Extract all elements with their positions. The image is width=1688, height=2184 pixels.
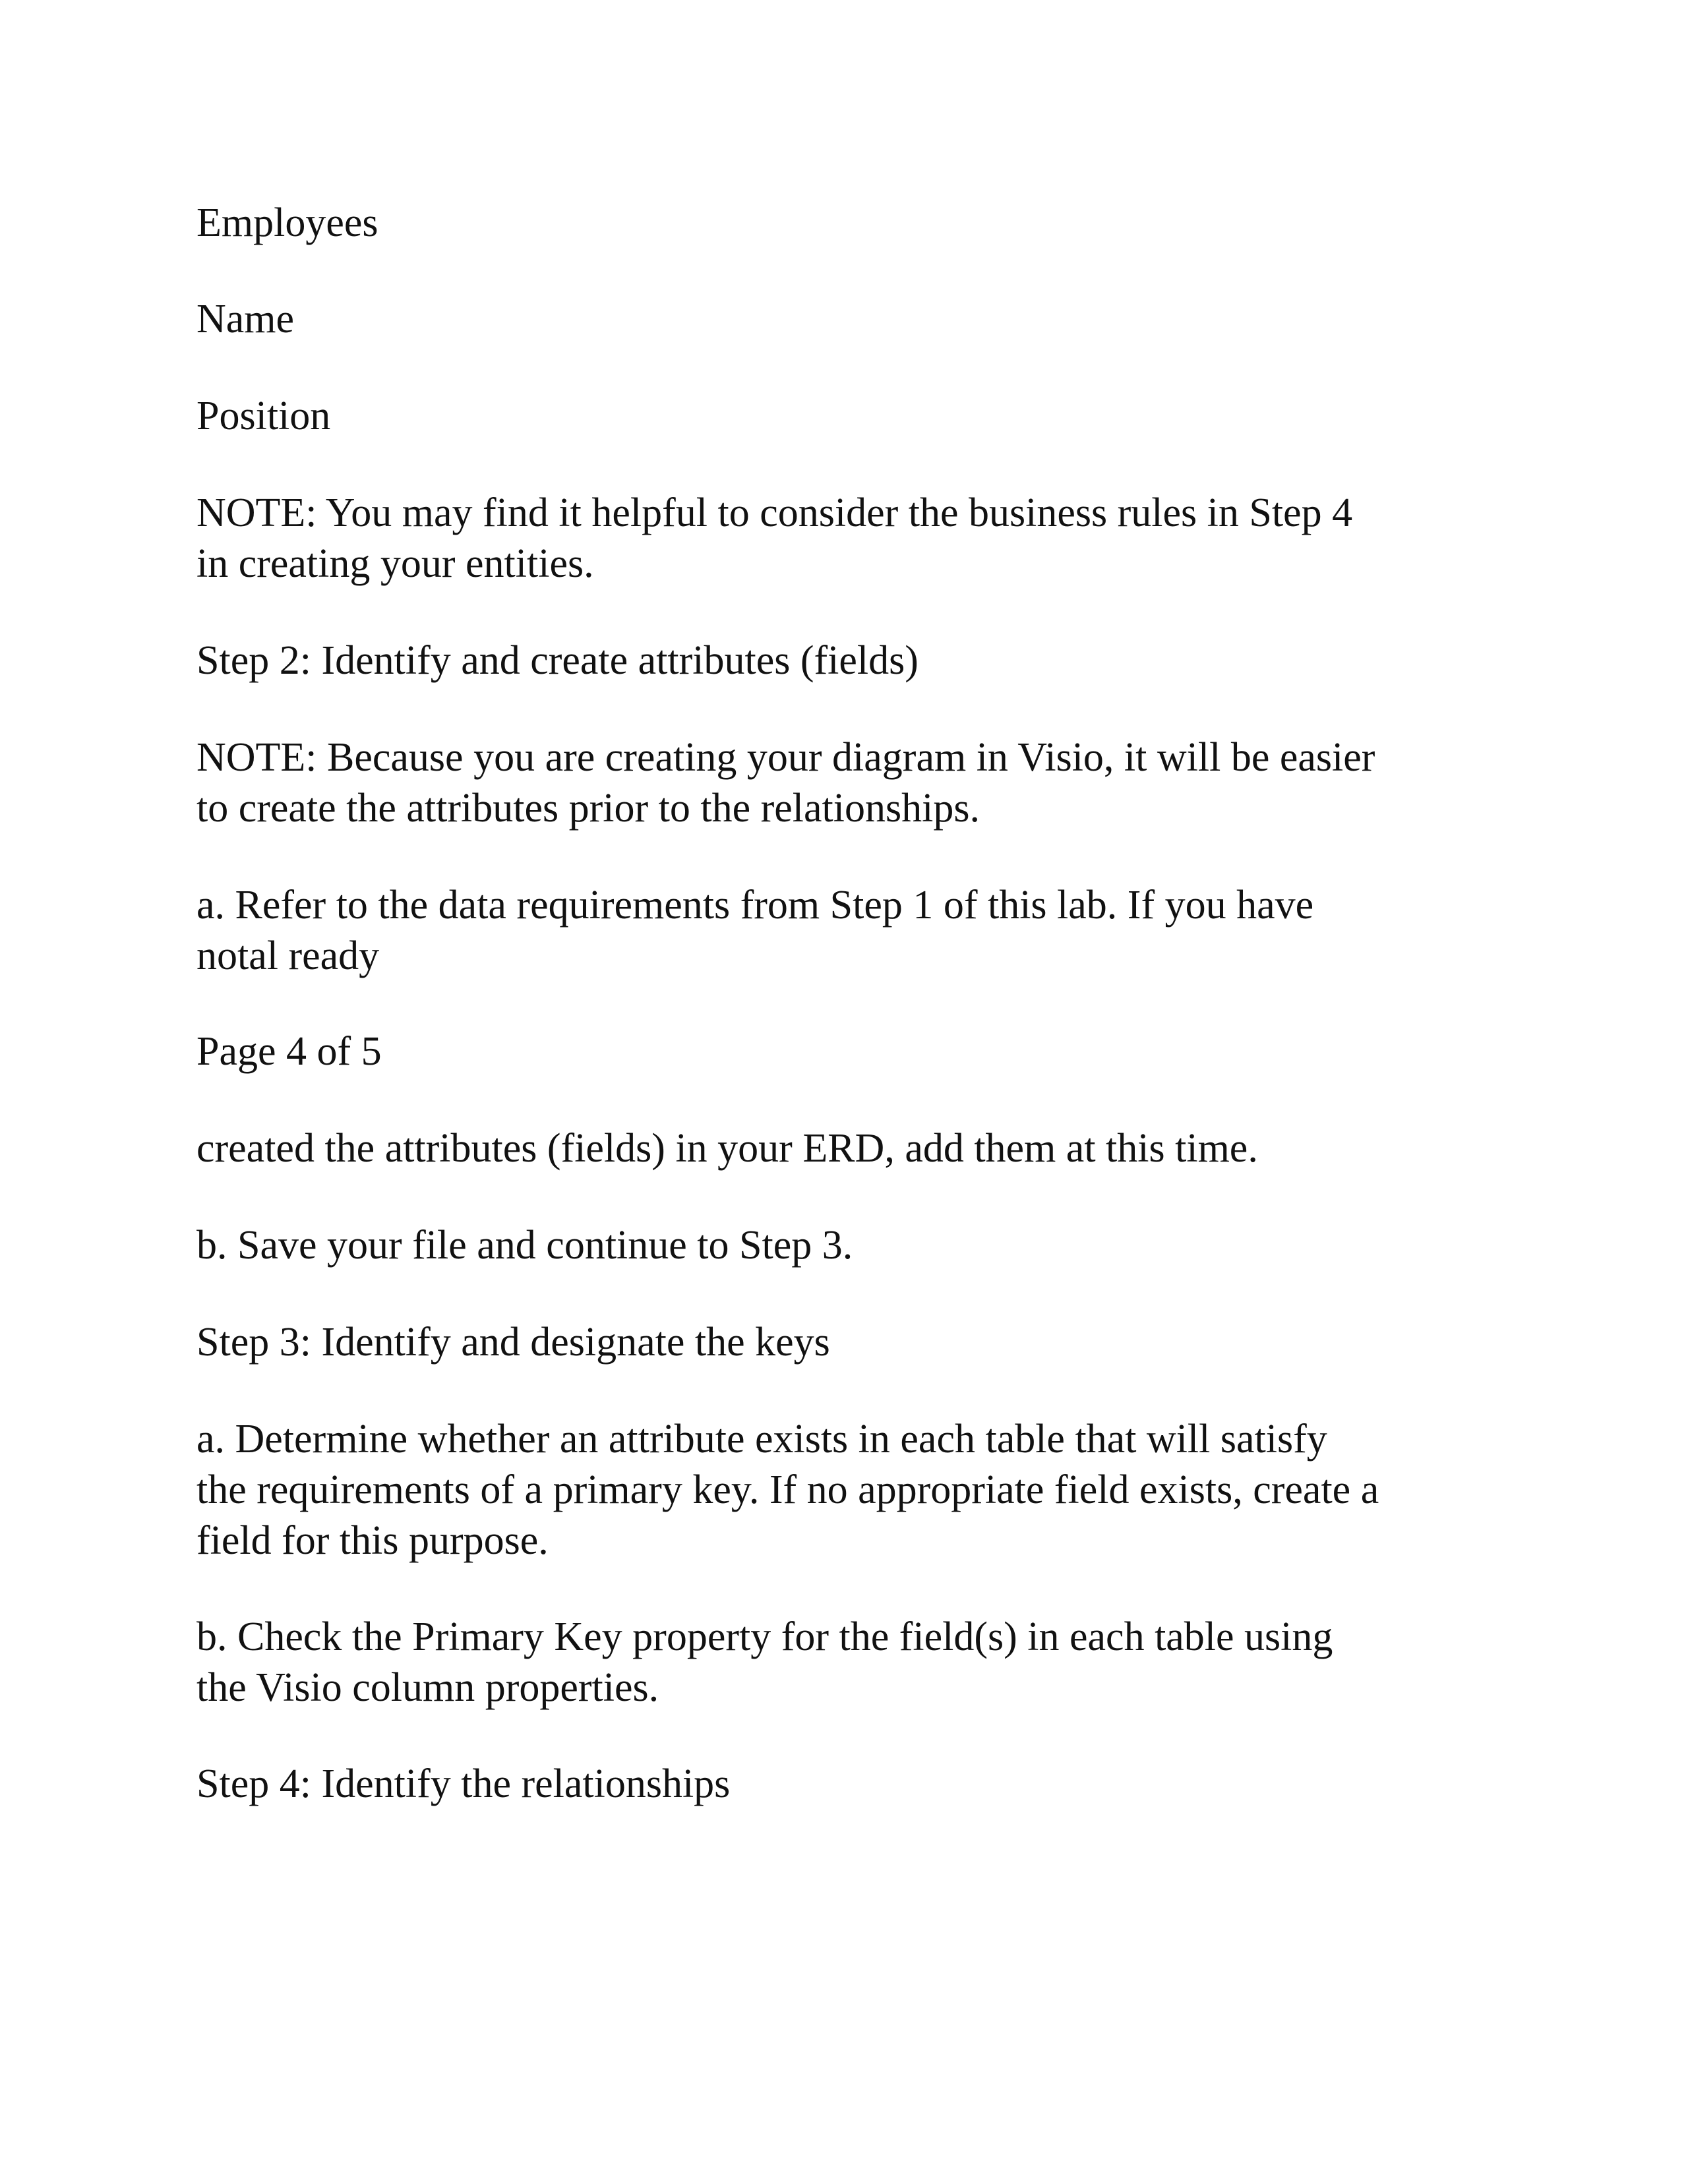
- paragraph-line: b. Check the Primary Key property for the field(s) in each table using: [196, 1614, 1333, 1659]
- paragraph-line: created the attributes (fields) in your ERD, add them at this time.: [196, 1126, 1258, 1171]
- paragraph-line: Step 2: Identify and create attributes (fields): [196, 638, 919, 683]
- paragraph-line: the Visio column properties.: [196, 1665, 659, 1710]
- paragraph-position: [196, 391, 1509, 442]
- paragraph-line: to create the attributes prior to the relationships.: [196, 786, 980, 831]
- paragraph-line: Position: [196, 394, 331, 438]
- page-number: [196, 1026, 1509, 1077]
- paragraph-line: b. Save your file and continue to Step 3.: [196, 1223, 853, 1268]
- heading-step-3: [196, 1317, 1509, 1368]
- paragraph-note-business-rules: [196, 488, 1509, 589]
- paragraph-line: Page 4 of 5: [196, 1029, 382, 1074]
- paragraph-line: in creating your entities.: [196, 541, 594, 586]
- heading-step-4: [196, 1759, 1509, 1810]
- paragraph-line: a. Determine whether an attribute exists in each table that will satisfy: [196, 1417, 1327, 1461]
- paragraph-line: Name: [196, 297, 295, 341]
- paragraph-line: Step 4: Identify the relationships: [196, 1761, 731, 1806]
- paragraph-continuation: [196, 1123, 1509, 1174]
- paragraph-note-visio: [196, 732, 1509, 834]
- paragraph-line: a. Refer to the data requirements from Step 1 of this lab. If you have: [196, 883, 1314, 928]
- paragraph-step-3b: [196, 1612, 1509, 1713]
- paragraph-line: NOTE: You may find it helpful to consider the business rules in Step 4: [196, 490, 1353, 535]
- paragraph-line: notal ready: [196, 933, 380, 978]
- paragraph-line: Step 3: Identify and designate the keys: [196, 1320, 830, 1365]
- heading-step-2: [196, 635, 1509, 686]
- paragraph-step-2b: [196, 1220, 1509, 1271]
- paragraph-step-2a: [196, 880, 1509, 982]
- paragraph-line: NOTE: Because you are creating your diagram in Visio, it will be easier: [196, 735, 1375, 780]
- paragraph-employees: [196, 198, 1509, 249]
- paragraph-name: [196, 294, 1509, 345]
- paragraph-line: Employees: [196, 200, 378, 245]
- paragraph-step-3a: [196, 1414, 1509, 1566]
- paragraph-line: the requirements of a primary key. If no appropriate field exists, create a field for this purpose.: [196, 1467, 1379, 1563]
